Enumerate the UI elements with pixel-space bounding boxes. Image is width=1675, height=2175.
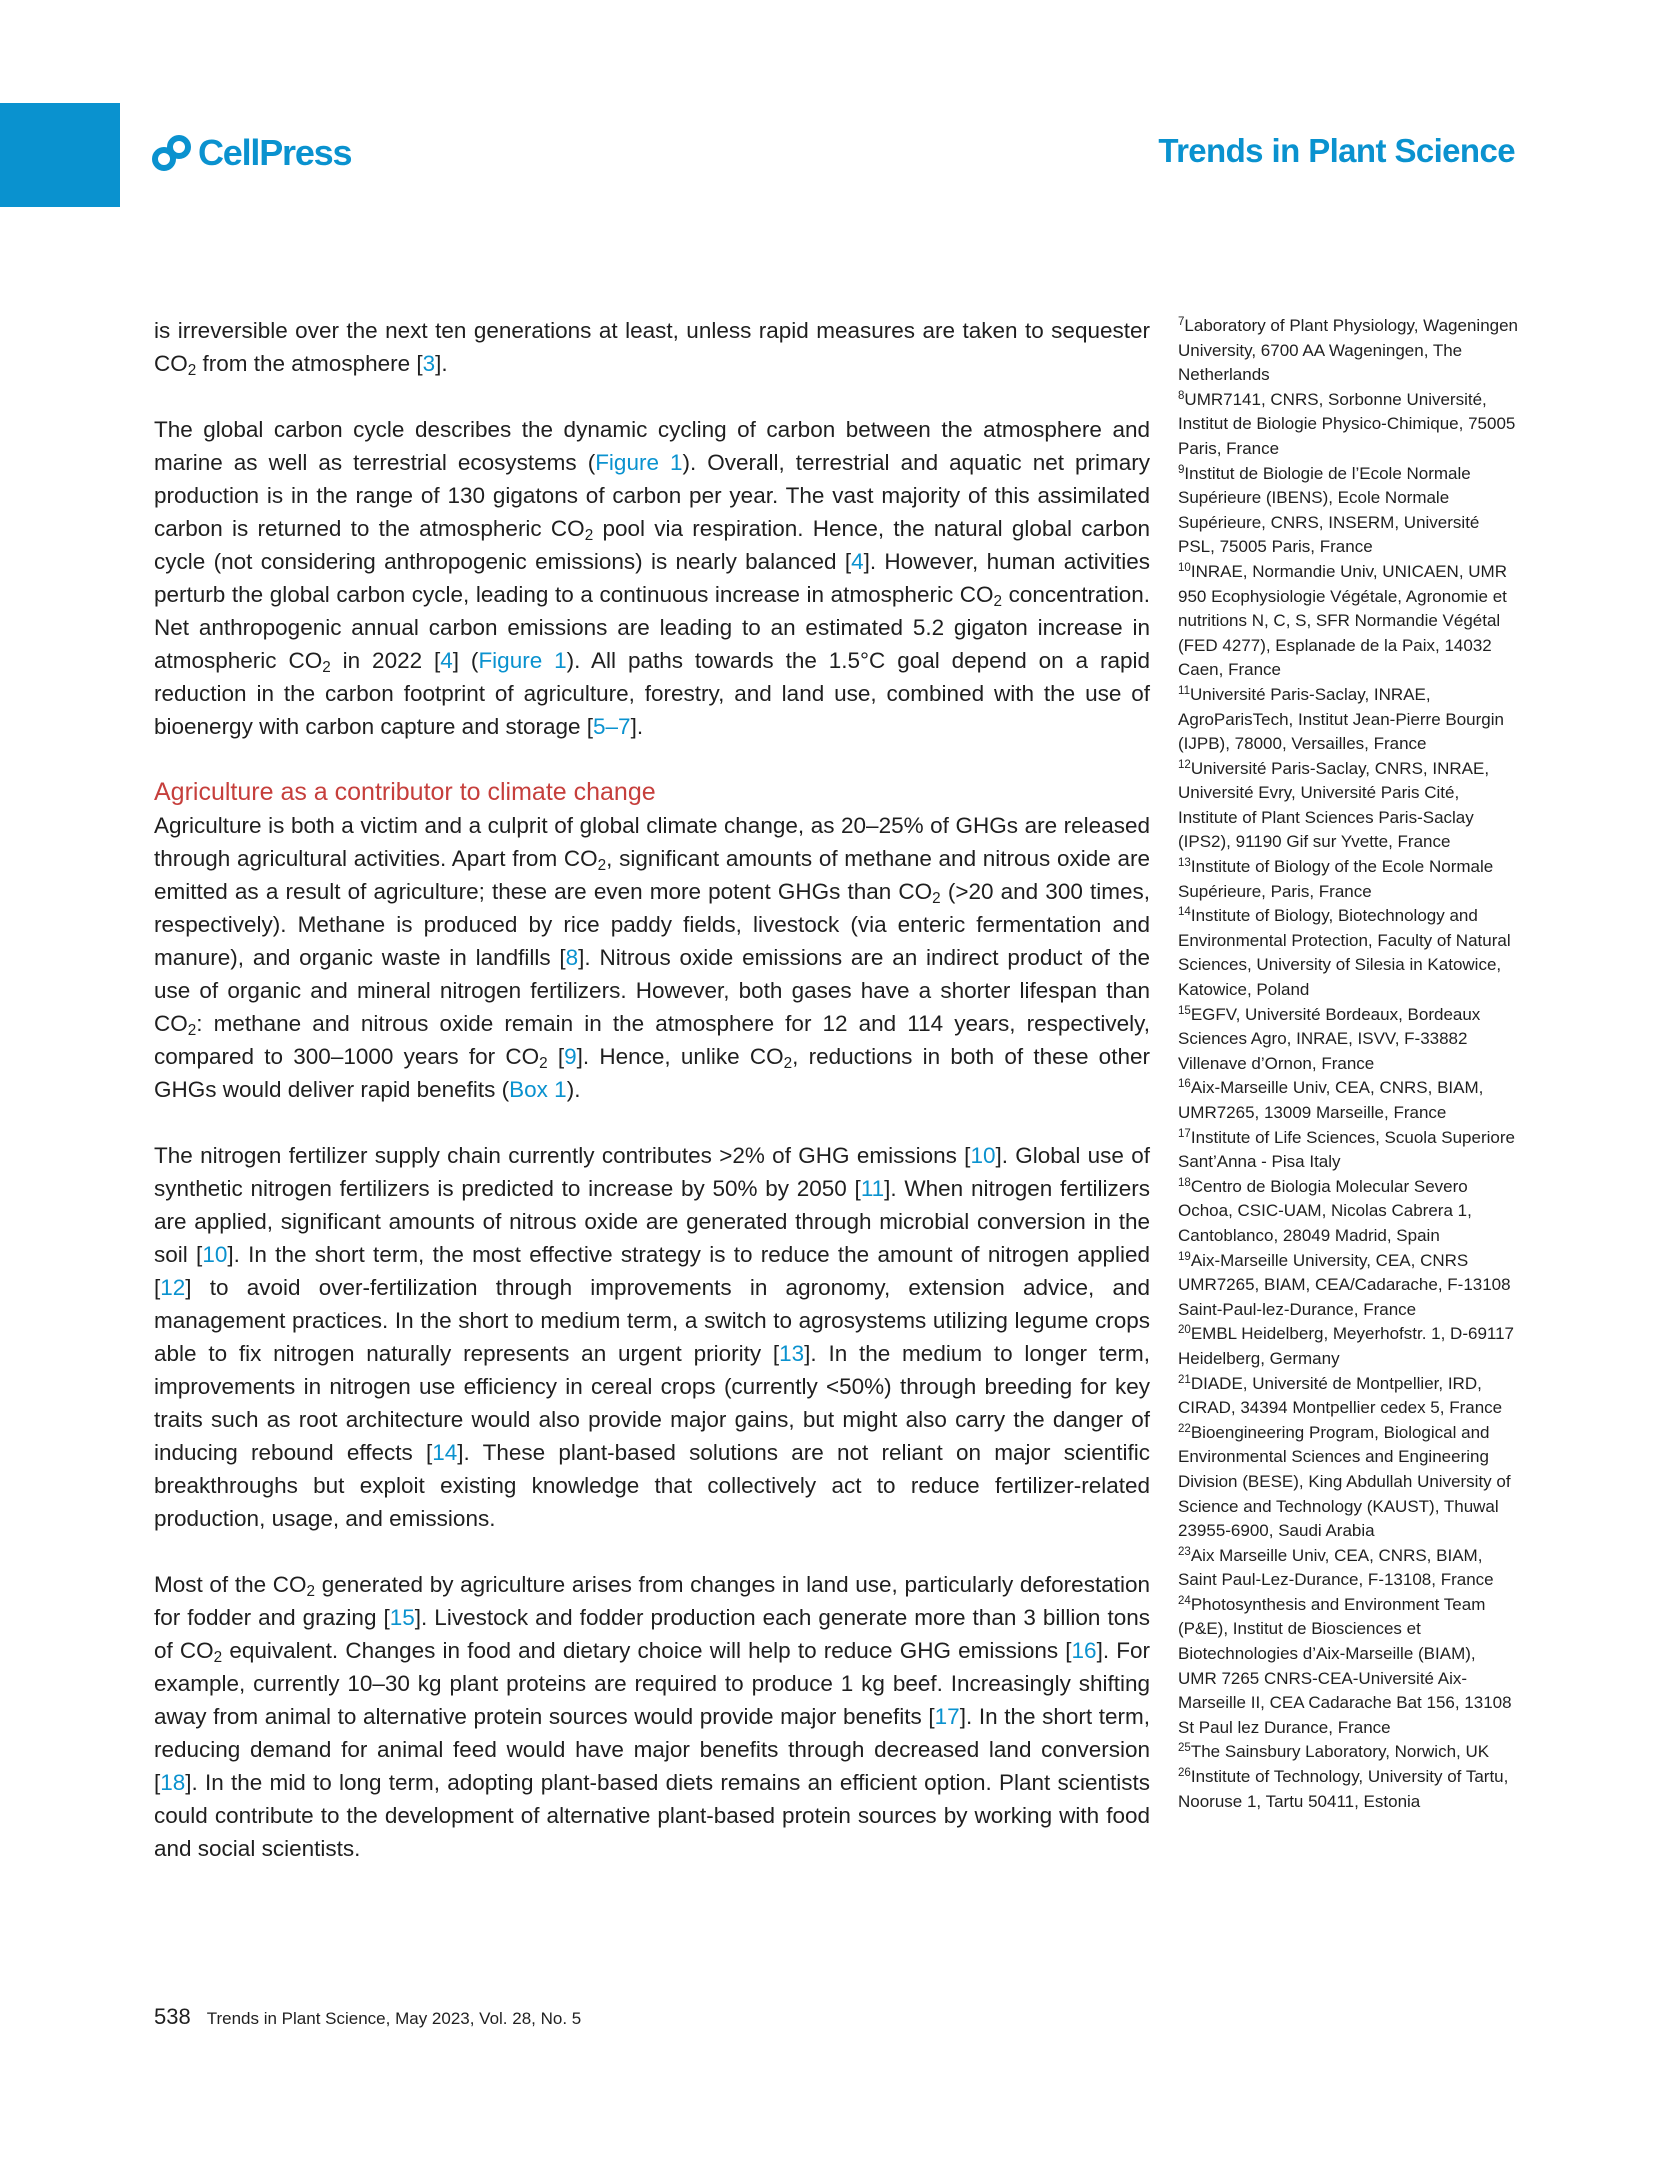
subscript: 2 bbox=[187, 1021, 197, 1039]
body-paragraph bbox=[154, 1139, 1150, 1535]
text-run: ] to avoid over-fertilization through improvements in agronomy, extension advice, and management practices. In the short to medium term, a switch to agrosystems utilizing legume crops able to fix nitrogen naturally represents an urgent priority [ bbox=[154, 1275, 1150, 1366]
text-run: ]. In the short term, reducing demand for animal feed would have major benefits through decreased land conversion [ bbox=[154, 1704, 1150, 1795]
citation-link[interactable]: 18 bbox=[160, 1770, 186, 1795]
text-run: equivalent. Changes in food and dietary choice will help to reduce GHG emissions [ bbox=[222, 1638, 1072, 1663]
citation-link[interactable]: 15 bbox=[389, 1605, 415, 1630]
text-run: , reductions in both of these other GHGs would deliver rapid benefits ( bbox=[154, 1044, 1150, 1102]
affiliation-text: Photosynthesis and Environment Team (P&E), Institut de Biosciences et Biotechnologies d’Aix-Marseille (BIAM), UMR 7265 CNRS-CEA-Université Aix-Marseille II, CEA Cadarache Bat 156, 13108 St Paul lez Durance, France bbox=[1178, 1594, 1512, 1737]
affiliation-number: 17 bbox=[1178, 1127, 1191, 1140]
body-paragraph bbox=[154, 809, 1150, 1106]
affiliation-text: Centro de Biologia Molecular Severo Ochoa, CSIC-UAM, Nicolas Cabrera 1, Cantoblanco, 28049 Madrid, Spain bbox=[1178, 1176, 1472, 1245]
affiliation-number: 24 bbox=[1178, 1595, 1191, 1608]
text-run: is irreversible over the next ten generations at least, unless rapid measures are taken to sequester CO bbox=[154, 318, 1150, 376]
text-run: ]. For example, currently 10–30 kg plant proteins are required to produce 1 kg beef. Increasingly shifting away from animal to alternative protein sources would provide major benefits [ bbox=[154, 1638, 1150, 1729]
affiliation-entry bbox=[1178, 1740, 1518, 1765]
text-run: The global carbon cycle describes the dynamic cycling of carbon between the atmosphere and marine as well as terrestrial ecosystems ( bbox=[154, 417, 1150, 475]
citation-link[interactable]: 12 bbox=[160, 1275, 186, 1300]
cellpress-logo-icon bbox=[150, 131, 194, 175]
text-run: ]. Global use of synthetic nitrogen fertilizers is predicted to increase by 50% by 2050 [ bbox=[154, 1143, 1150, 1201]
body-paragraph bbox=[154, 1568, 1150, 1865]
affiliation-text: Institute of Biology of the Ecole Normale Supérieure, Paris, France bbox=[1178, 857, 1494, 901]
citation-link[interactable]: 10 bbox=[970, 1143, 996, 1168]
affiliation-number: 11 bbox=[1178, 685, 1190, 698]
citation-link[interactable]: 11 bbox=[860, 1176, 885, 1201]
affiliation-text: EGFV, Université Bordeaux, Bordeaux Sciences Agro, INRAE, ISVV, F-33882 Villenave d’Ornon, France bbox=[1178, 1004, 1481, 1073]
text-run: ]. In the mid to long term, adopting plant-based diets remains an efficient option. Plant scientists could contribute to the development of alternative plant-based protein sources by working with food and social scientists. bbox=[154, 1770, 1150, 1861]
citation-link[interactable]: 4 bbox=[440, 648, 453, 673]
text-run: The nitrogen fertilizer supply chain currently contributes >2% of GHG emissions [ bbox=[154, 1143, 971, 1168]
text-run: ]. In the medium to longer term, improvements in nitrogen use efficiency in cereal crops (currently <50%) through breeding for key traits such as root architecture would also provide major gains, but might also carry the danger of inducing rebound effects [ bbox=[154, 1341, 1151, 1465]
affiliation-text: Université Paris-Saclay, INRAE, AgroParisTech, Institut Jean-Pierre Bourgin (IJPB), 78000, Versailles, France bbox=[1178, 684, 1504, 754]
affiliation-entry bbox=[1178, 1593, 1518, 1741]
text-run: ] ( bbox=[452, 648, 479, 673]
text-run: ]. These plant-based solutions are not reliant on major scientific breakthroughs but exploit existing knowledge that collectively act to reduce fertilizer-related production, usage, and emissions. bbox=[154, 1440, 1150, 1531]
body-paragraph bbox=[154, 413, 1150, 743]
citation-link[interactable]: 9 bbox=[564, 1044, 577, 1069]
subscript: 2 bbox=[932, 889, 941, 907]
affiliation-number: 26 bbox=[1178, 1767, 1191, 1780]
text-run: ]. Livestock and fodder production each generate more than 3 billion tons of CO bbox=[154, 1605, 1150, 1663]
affiliation-entry bbox=[1178, 683, 1518, 757]
page-number: 538 bbox=[154, 2004, 191, 2029]
citation-link[interactable]: Figure 1 bbox=[595, 450, 683, 475]
journal-title[interactable]: Trends in Plant Science bbox=[1158, 132, 1515, 169]
citation-link[interactable]: 3 bbox=[422, 351, 436, 376]
affiliation-number: 18 bbox=[1178, 1177, 1191, 1190]
affiliation-text: Bioengineering Program, Biological and Environmental Sciences and Engineering Division (BESE), King Abdullah University of Science and Technology (KAUST), Thuwal 23955-6900, Saudi Arabia bbox=[1178, 1422, 1511, 1541]
body-paragraph bbox=[154, 314, 1150, 380]
affiliation-number: 16 bbox=[1178, 1078, 1191, 1091]
affiliation-entry bbox=[1178, 1126, 1518, 1175]
text-run: : methane and nitrous oxide remain in the atmosphere for 12 and 114 years, respectively, compared to 300–1000 years for CO bbox=[154, 1011, 1150, 1069]
citation-link[interactable]: 5–7 bbox=[593, 714, 631, 739]
publisher-name: CellPress bbox=[198, 132, 352, 173]
cellpress-logo[interactable] bbox=[150, 128, 351, 178]
citation-link[interactable]: 10 bbox=[202, 1242, 228, 1267]
affiliation-text: Aix-Marseille University, CEA, CNRS UMR7265, BIAM, CEA/Cadarache, F-13108 Saint-Paul-lez-Durance, France bbox=[1178, 1250, 1511, 1319]
main-text-column bbox=[154, 314, 1150, 1898]
affiliation-text: Aix Marseille Univ, CEA, CNRS, BIAM, Saint Paul-Lez-Durance, F-13108, France bbox=[1178, 1545, 1494, 1590]
subscript: 2 bbox=[993, 592, 1003, 610]
text-run: from the atmosphere [ bbox=[196, 351, 423, 376]
affiliation-number: 21 bbox=[1178, 1373, 1191, 1386]
text-run: pool via respiration. Hence, the natural global carbon cycle (not considering anthropogenic emissions) is nearly balanced [ bbox=[154, 516, 1151, 574]
text-run: ]. bbox=[630, 714, 644, 739]
affiliation-number: 25 bbox=[1178, 1742, 1191, 1755]
affiliation-entry bbox=[1178, 1372, 1518, 1421]
affiliations-column bbox=[1178, 314, 1518, 1814]
text-run: [ bbox=[547, 1044, 565, 1069]
affiliation-text: Institute of Life Sciences, Scuola Superiore Sant’Anna - Pisa Italy bbox=[1178, 1127, 1515, 1172]
affiliation-number: 7 bbox=[1178, 316, 1185, 329]
affiliation-entry bbox=[1178, 757, 1518, 855]
text-run: in 2022 [ bbox=[330, 648, 441, 673]
affiliation-text: The Sainsbury Laboratory, Norwich, UK bbox=[1190, 1742, 1490, 1762]
affiliation-text: Aix-Marseille Univ, CEA, CNRS, BIAM, UMR7265, 13009 Marseille, France bbox=[1178, 1078, 1484, 1122]
affiliation-number: 19 bbox=[1178, 1250, 1191, 1263]
affiliation-number: 10 bbox=[1178, 562, 1191, 575]
affiliation-entry bbox=[1178, 855, 1518, 904]
affiliation-text: UMR7141, CNRS, Sorbonne Université, Institut de Biologie Physico-Chimique, 75005 Paris, France bbox=[1178, 389, 1516, 458]
affiliation-number: 20 bbox=[1178, 1324, 1191, 1337]
citation-link[interactable]: 13 bbox=[779, 1341, 805, 1366]
text-run: (>20 and 300 times, respectively). Methane is produced by rice paddy fields, livestock (via enteric fermentation and manure), and organic waste in landfills [ bbox=[154, 879, 1150, 970]
text-run: ]. bbox=[435, 351, 448, 376]
affiliation-number: 9 bbox=[1178, 463, 1185, 476]
text-run: ). bbox=[566, 1077, 581, 1102]
citation-link[interactable]: 14 bbox=[432, 1440, 458, 1465]
subscript: 2 bbox=[322, 658, 331, 676]
subscript: 2 bbox=[306, 1582, 316, 1600]
affiliation-entry bbox=[1178, 1249, 1518, 1323]
affiliation-text: Université Paris-Saclay, CNRS, INRAE, Université Evry, Université Paris Cité, Institute of Plant Sciences Paris-Saclay (IPS2), 91190 Gif sur Yvette, France bbox=[1178, 758, 1490, 852]
affiliation-text: INRAE, Normandie Univ, UNICAEN, UMR 950 Ecophysiologie Végétale, Agronomie et nutritions N, C, S, SFR Normandie Végétal (FED 4277), Esplanade de la Paix, 14032 Caen, France bbox=[1178, 561, 1507, 680]
affiliation-entry bbox=[1178, 904, 1518, 1002]
affiliation-number: 12 bbox=[1178, 758, 1191, 771]
affiliation-entry bbox=[1178, 560, 1518, 683]
page-footer bbox=[154, 2004, 581, 2030]
affiliation-text: Laboratory of Plant Physiology, Wageningen University, 6700 AA Wageningen, The Netherlands bbox=[1178, 316, 1519, 385]
citation-link[interactable]: 4 bbox=[851, 549, 864, 574]
affiliation-entry bbox=[1178, 388, 1518, 462]
corner-color-block bbox=[0, 103, 120, 207]
affiliation-number: 23 bbox=[1178, 1545, 1191, 1558]
text-run: ]. In the short term, the most effective strategy is to reduce the amount of nitrogen applied [ bbox=[154, 1242, 1151, 1300]
affiliation-entry bbox=[1178, 1765, 1518, 1814]
affiliation-entry bbox=[1178, 1544, 1518, 1593]
subscript: 2 bbox=[213, 1648, 223, 1666]
affiliation-text: Institute of Biology, Biotechnology and Environmental Protection, Faculty of Natural Sciences, University of Silesia in Katowice, Katowice, Poland bbox=[1178, 906, 1511, 1000]
affiliation-number: 15 bbox=[1178, 1004, 1191, 1017]
text-run: ). Overall, terrestrial and aquatic net primary production is in the range of 130 gigatons of carbon per year. The vast majority of this assimilated carbon is returned to the atmospheric CO bbox=[154, 450, 1150, 541]
section-heading: Agriculture as a contributor to climate change bbox=[154, 778, 656, 806]
text-run: ]. Hence, unlike CO bbox=[576, 1044, 784, 1069]
affiliation-entry bbox=[1178, 1322, 1518, 1371]
citation-link[interactable]: 16 bbox=[1071, 1638, 1097, 1663]
citation-link[interactable]: 8 bbox=[565, 945, 579, 970]
citation-link[interactable]: Box 1 bbox=[509, 1077, 567, 1102]
text-run: , significant amounts of methane and nitrous oxide are emitted as a result of agriculture; these are even more potent GHGs than CO bbox=[154, 846, 1150, 904]
text-run: ). All paths towards the 1.5°C goal depend on a rapid reduction in the carbon footprint of agriculture, forestry, and land use, combined with the use of bioenergy with carbon capture and storage [ bbox=[154, 648, 1151, 739]
affiliation-number: 13 bbox=[1178, 857, 1191, 870]
affiliation-entry bbox=[1178, 1076, 1518, 1125]
subscript: 2 bbox=[187, 361, 197, 379]
affiliation-entry bbox=[1178, 314, 1518, 388]
affiliation-text: DIADE, Université de Montpellier, IRD, CIRAD, 34394 Montpellier cedex 5, France bbox=[1178, 1373, 1503, 1418]
subscript: 2 bbox=[539, 1054, 548, 1072]
affiliation-text: EMBL Heidelberg, Meyerhofstr. 1, D-69117 Heidelberg, Germany bbox=[1178, 1324, 1515, 1368]
subscript: 2 bbox=[597, 856, 607, 874]
footer-citation: Trends in Plant Science, May 2023, Vol. 28, No. 5 bbox=[206, 2009, 582, 2028]
text-run: ]. When nitrogen fertilizers are applied, significant amounts of nitrous oxide are generated through microbial conversion in the soil [ bbox=[154, 1176, 1151, 1267]
affiliation-number: 22 bbox=[1178, 1422, 1191, 1435]
affiliation-entry bbox=[1178, 1421, 1518, 1544]
affiliation-entry bbox=[1178, 1175, 1518, 1249]
citation-link[interactable]: Figure 1 bbox=[478, 648, 567, 673]
affiliation-number: 14 bbox=[1178, 906, 1191, 919]
text-run: concentration. Net anthropogenic annual carbon emissions are leading to an estimated 5.2 gigaton increase in atmospheric CO bbox=[154, 582, 1150, 673]
affiliation-entry bbox=[1178, 1003, 1518, 1077]
text-run: Most of the CO bbox=[154, 1572, 307, 1597]
text-run: Agriculture is both a victim and a culprit of global climate change, as 20–25% of GHGs are released through agricultural activities. Apart from CO bbox=[154, 813, 1150, 871]
affiliation-text: Institute of Technology, University of Tartu, Nooruse 1, Tartu 50411, Estonia bbox=[1178, 1767, 1509, 1811]
citation-link[interactable]: 17 bbox=[934, 1704, 960, 1729]
affiliation-text: Institut de Biologie de l’Ecole Normale Supérieure (IBENS), Ecole Normale Supérieure, CNRS, INSERM, Université PSL, 75005 Paris, France bbox=[1178, 463, 1480, 557]
subscript: 2 bbox=[783, 1054, 793, 1072]
text-run: generated by agriculture arises from changes in land use, particularly deforestation for fodder and grazing [ bbox=[154, 1572, 1150, 1630]
affiliation-entry bbox=[1178, 462, 1518, 560]
affiliation-number: 8 bbox=[1178, 390, 1185, 403]
text-run: ]. Nitrous oxide emissions are an indirect product of the use of organic and mineral nitrogen fertilizers. However, both gases have a shorter lifespan than CO bbox=[154, 945, 1150, 1036]
text-run: ]. However, human activities perturb the global carbon cycle, leading to a continuous increase in atmospheric CO bbox=[154, 549, 1150, 607]
subscript: 2 bbox=[584, 526, 594, 544]
